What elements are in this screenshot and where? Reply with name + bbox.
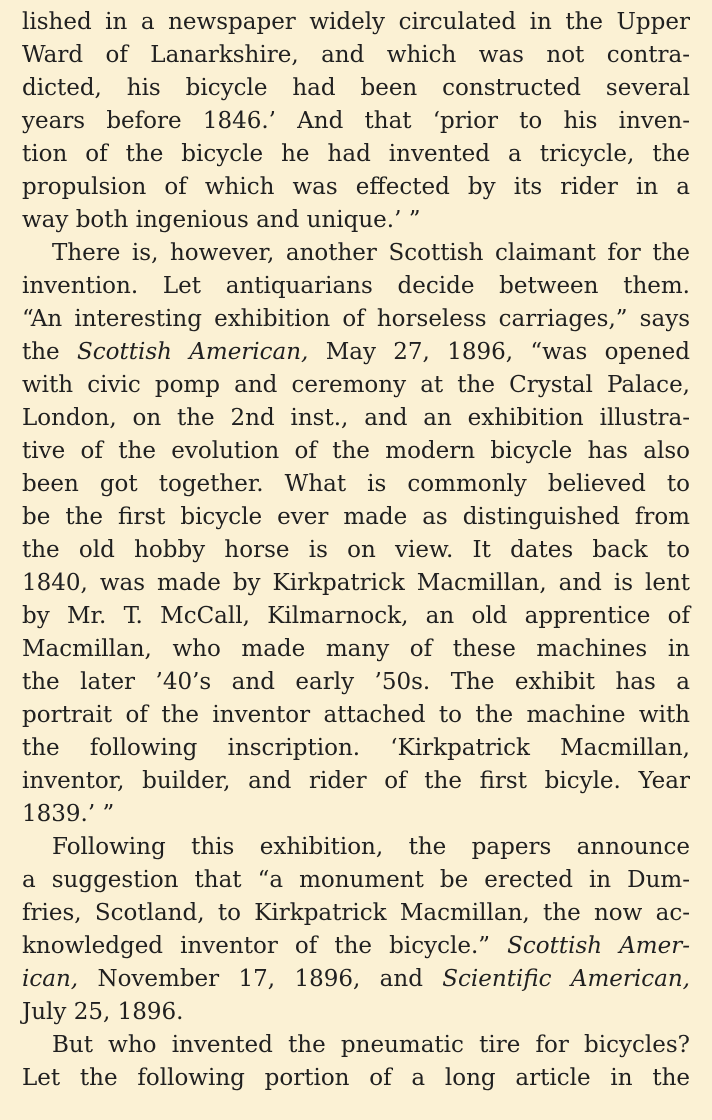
text-line: dicted, his bicycle had been constructed several	[22, 75, 690, 101]
text-line: Macmillan, who made many of these machines in	[22, 636, 690, 662]
text-line: invention. Let antiquarians decide between them.	[22, 273, 690, 299]
text-line: been got together. What is commonly believed to	[22, 471, 690, 497]
text-line: 1839.’ ”	[22, 801, 115, 827]
text-line: lished in a newspaper widely circulated in the Upper	[22, 9, 690, 35]
italic-title: Scottish Amer-	[507, 933, 690, 959]
text-line: a suggestion that “a monument be erected in Dum-	[22, 867, 690, 893]
text-segment: the	[22, 339, 77, 365]
text-line: London, on the 2nd inst., and an exhibition illustra-	[22, 405, 690, 431]
paragraph-start-line: Following this exhibition, the papers announce	[52, 834, 690, 860]
text-segment: knowledged inventor of the bicycle.”	[22, 933, 508, 959]
text-line: tion of the bicycle he had invented a tricycle, the	[22, 141, 690, 167]
text-line: the later ’40’s and early ’50s. The exhibit has a	[22, 669, 690, 695]
text-line-with-italic	[22, 930, 690, 963]
italic-title: ican,	[22, 966, 79, 992]
text-line: the following inscription. ‘Kirkpatrick Macmillan,	[22, 735, 690, 761]
text-line: fries, Scotland, to Kirkpatrick Macmillan, the now ac-	[22, 900, 690, 926]
text-line: portrait of the inventor attached to the machine with	[22, 702, 690, 728]
text-line: with civic pomp and ceremony at the Crystal Palace,	[22, 372, 690, 398]
italic-title: Scottish American,	[77, 339, 309, 365]
text-line: by Mr. T. McCall, Kilmarnock, an old apprentice of	[22, 603, 690, 629]
text-line-with-italic	[22, 336, 690, 369]
text-line: July 25, 1896.	[22, 999, 184, 1025]
italic-title: Scientific American,	[442, 966, 690, 992]
paragraph-start-line: There is, however, another Scottish claimant for the	[52, 240, 690, 266]
text-line: propulsion of which was effected by its rider in a	[22, 174, 690, 200]
text-line: 1840, was made by Kirkpatrick Macmillan, and is lent	[22, 570, 690, 596]
paragraph-start-line: But who invented the pneumatic tire for bicycles?	[52, 1032, 690, 1058]
text-segment: May 27, 1896, “was opened	[308, 339, 690, 365]
text-line: Ward of Lanarkshire, and which was not contra-	[22, 42, 690, 68]
text-line: Let the following portion of a long article in the	[22, 1065, 690, 1091]
text-line: way both ingenious and unique.’ ”	[22, 207, 421, 233]
text-line: “An interesting exhibition of horseless carriages,” says	[22, 306, 690, 332]
text-line: the old hobby horse is on view. It dates back to	[22, 537, 690, 563]
text-line: tive of the evolution of the modern bicycle has also	[22, 438, 690, 464]
text-line: be the first bicycle ever made as distinguished from	[22, 504, 690, 530]
text-line: inventor, builder, and rider of the first bicyle. Year	[22, 768, 690, 794]
text-segment: November 17, 1896, and	[78, 966, 443, 992]
text-line-with-italic	[22, 963, 690, 996]
text-line: years before 1846.’ And that ‘prior to his inven-	[22, 108, 690, 134]
